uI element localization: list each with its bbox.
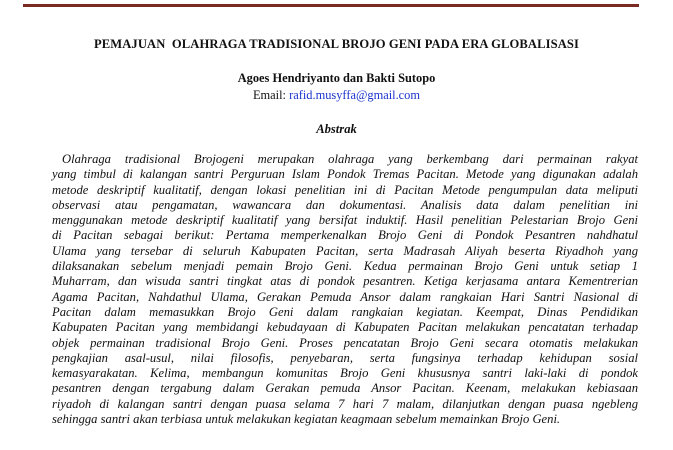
abstract-line: objek permainan tradisional Brojo Geni. Proses pencatatan Brojo Geni secara otomatis melakukan xyxy=(52,335,638,350)
email-line xyxy=(0,88,673,103)
abstract-line: pesantren dengan tergabung dalam Gerakan pemuda Ansor Pacitan. Keenam, melakukan kebiasaan xyxy=(52,381,638,396)
abstract-heading: Abstrak xyxy=(316,122,357,136)
abstract-line: Olahraga tradisional Brojogeni merupakan olahraga yang berkembang dari permainan rakyat xyxy=(62,152,638,166)
email-label: Email: xyxy=(252,88,290,102)
authors: Agoes Hendriyanto dan Bakti Sutopo xyxy=(237,71,436,85)
abstract-line: menggunakan metode deskriptif kualitatif yang bersifat induktif. Hasil penelitian Pelestarian Brojo Geni xyxy=(52,213,638,228)
abstract-line: kemasyarakatan. Kelima, membangun komunitas Brojo Geni khususnya santri laki-laki di pondok xyxy=(52,366,638,381)
abstract-body xyxy=(52,152,638,427)
abstract-line: sehingga santri akan terbiasa untuk melakukan kegiatan keagmaan sebelum memainkan Brojo Geni. xyxy=(52,412,561,427)
abstract-line: observasi atau pengamatan, wawancara dan dokumentasi. Analisis data dalam penelitian ini xyxy=(52,197,638,212)
email-link[interactable]: rafid.musyffa@gmail.com xyxy=(289,88,421,102)
abstract-line: yang timbul di kalangan santri Perguruan Islam Pondok Tremas Pacitan. Metode yang digunakan adalah xyxy=(52,167,638,182)
abstract-line: metode deskriptif kualitatif, dengan lokasi penelitian ini di Pacitan Metode pengumpulan data meliputi xyxy=(52,182,638,197)
abstract-line: dilaksanakan sebelum menjadi pemain Brojo Geni. Kedua permainan Brojo Geni untuk setiap 1 xyxy=(52,259,638,274)
abstract-line: Agama Pacitan, Nahdathul Ulama, Gerakan Pemuda Ansor dalam rangkaian Hari Santri Nasional di xyxy=(52,289,638,304)
header-rule xyxy=(23,4,639,7)
abstract-line: pengkajian asal-usul, nilai filosofis, penyebaran, serta fungsinya terhadap kehidupan sosial xyxy=(52,350,638,365)
abstract-line: Kabupaten Pacitan yang membidangi kebudayaan di Kabupaten Pacitan melakukan pencatatan terhadap xyxy=(52,320,638,335)
abstract-line: Ulama yang tersebar di seluruh Kabupaten Pacitan, serta Madrasah Aliyah beserta Riyadhoh yang xyxy=(52,243,638,258)
abstract-line: Muharram, dan wisuda santri tingkat atas di pondok pesantren. Ketiga kerjasama antara Kementrerian xyxy=(52,274,638,289)
paper-title: PEMAJUAN OLAHRAGA TRADISIONAL BROJO GENI PADA ERA GLOBALISASI xyxy=(93,37,580,51)
abstract-line: Pacitan dalam memasukkan Brojo Geni dalam rangkaian kegiatan. Keempat, Dinas Pendidikan xyxy=(52,304,638,319)
abstract-line: riyadoh di kalangan santri dengan puasa selama 7 hari 7 malam, dilanjutkan dengan puasa ngebleng xyxy=(52,396,638,411)
abstract-line: di Pacitan sebagai berikut: Pertama memperkenalkan Brojo Geni di Pondok Pesantren nahdhatul xyxy=(52,228,638,243)
